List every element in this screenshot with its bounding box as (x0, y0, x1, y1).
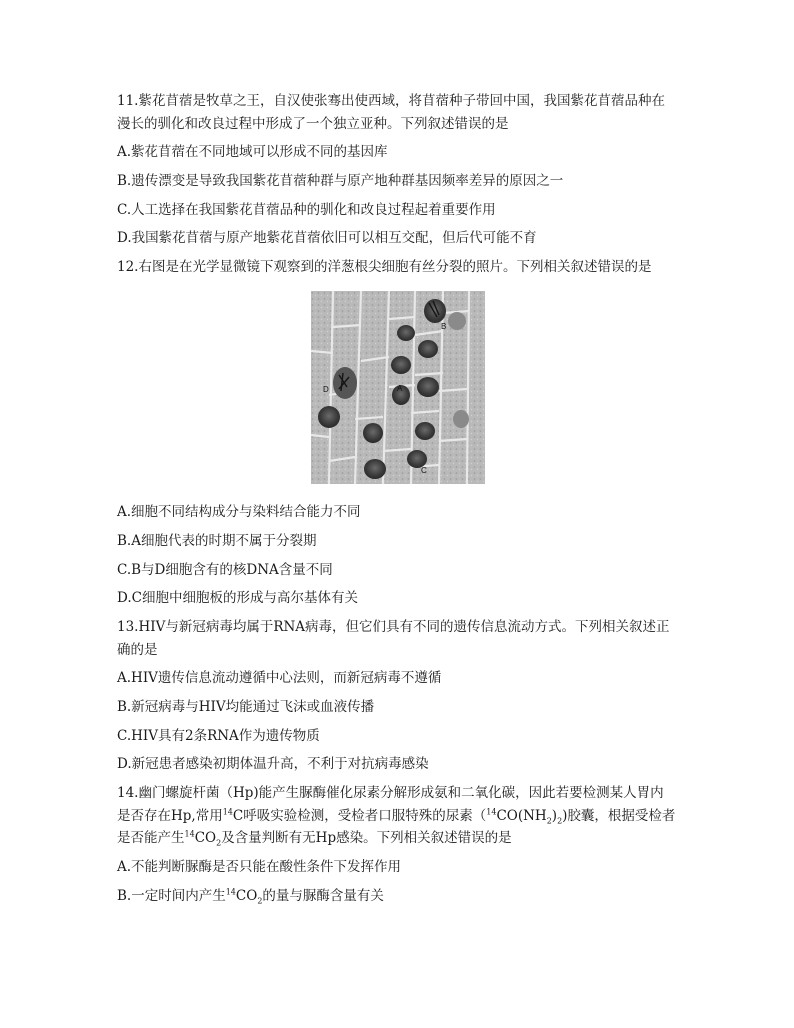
option-a: A.不能判断脲酶是否只能在酸性条件下发挥作用 (117, 859, 402, 876)
option-c: C.HIV具有2条RNA作为遗传物质 (117, 727, 320, 744)
exam-page (117, 90, 677, 913)
label-a: A (397, 383, 403, 393)
option-b: B.一定时间内产生$^{14}CO_2$的量与脲酶含量有关 (117, 887, 384, 906)
question-13 (117, 616, 677, 776)
option-c: C.人工选择在我国紫花苜蓿品种的驯化和改良过程起着重要作用 (117, 201, 496, 218)
question-11 (117, 90, 677, 250)
question-stem: 13.HIV与新冠病毒均属于RNA病毒，但它们具有不同的遗传信息流动方式。下列相关叙述正确的是 (117, 619, 670, 658)
option-b: B.新冠病毒与HIV均能通过飞沫或血液传播 (117, 699, 375, 716)
option-b: B.A细胞代表的时期不属于分裂期 (117, 533, 317, 550)
question-12 (117, 256, 677, 610)
option-a: A.细胞不同结构成分与染料结合能力不同 (117, 504, 361, 521)
micrograph-figure (311, 291, 485, 484)
option-a: A.HIV遗传信息流动遵循中心法则，而新冠病毒不遵循 (117, 670, 442, 687)
question-stem: 12.右图是在光学显微镜下观察到的洋葱根尖细胞有丝分裂的照片。下列相关叙述错误的是 (117, 259, 652, 276)
question-14 (117, 782, 677, 907)
question-stem: 14.幽门螺旋杆菌（Hp)能产生脲酶催化尿素分解形成氨和二氧化碳，因此若要检测某人胃内是否存在Hp,常用$^{14}$C呼吸实验检测，受检者口服特殊的尿素$(^{14}CO(NH_2)_2)$胶囊，根据受检者是否能产生$^{14}CO_2$及含量判断有无Hp感染。下列相关叙述错误的是 (117, 785, 676, 849)
label-d: D (323, 384, 329, 394)
option-d: D.新冠患者感染初期体温升高，不利于对抗病毒感染 (117, 756, 429, 773)
label-c: C (421, 465, 427, 475)
question-stem: 11.紫花苜蓿是牧草之王，自汉使张骞出使西域，将苜蓿种子带回中国，我国紫花苜蓿品种在漫长的驯化和改良过程中形成了一个独立亚种。下列叙述错误的是 (117, 93, 665, 132)
option-b: B.遗传漂变是导致我国紫花苜蓿种群与原产地种群基因频率差异的原因之一 (117, 173, 564, 190)
label-b: B (441, 321, 447, 331)
option-c: C.B与D细胞含有的核DNA含量不同 (117, 561, 333, 578)
option-d: D.C细胞中细胞板的形成与高尔基体有关 (117, 590, 358, 607)
option-a: A.紫花苜蓿在不同地域可以形成不同的基因库 (117, 144, 388, 161)
option-d: D.我国紫花苜蓿与原产地紫花苜蓿依旧可以相互交配，但后代可能不育 (117, 230, 537, 247)
